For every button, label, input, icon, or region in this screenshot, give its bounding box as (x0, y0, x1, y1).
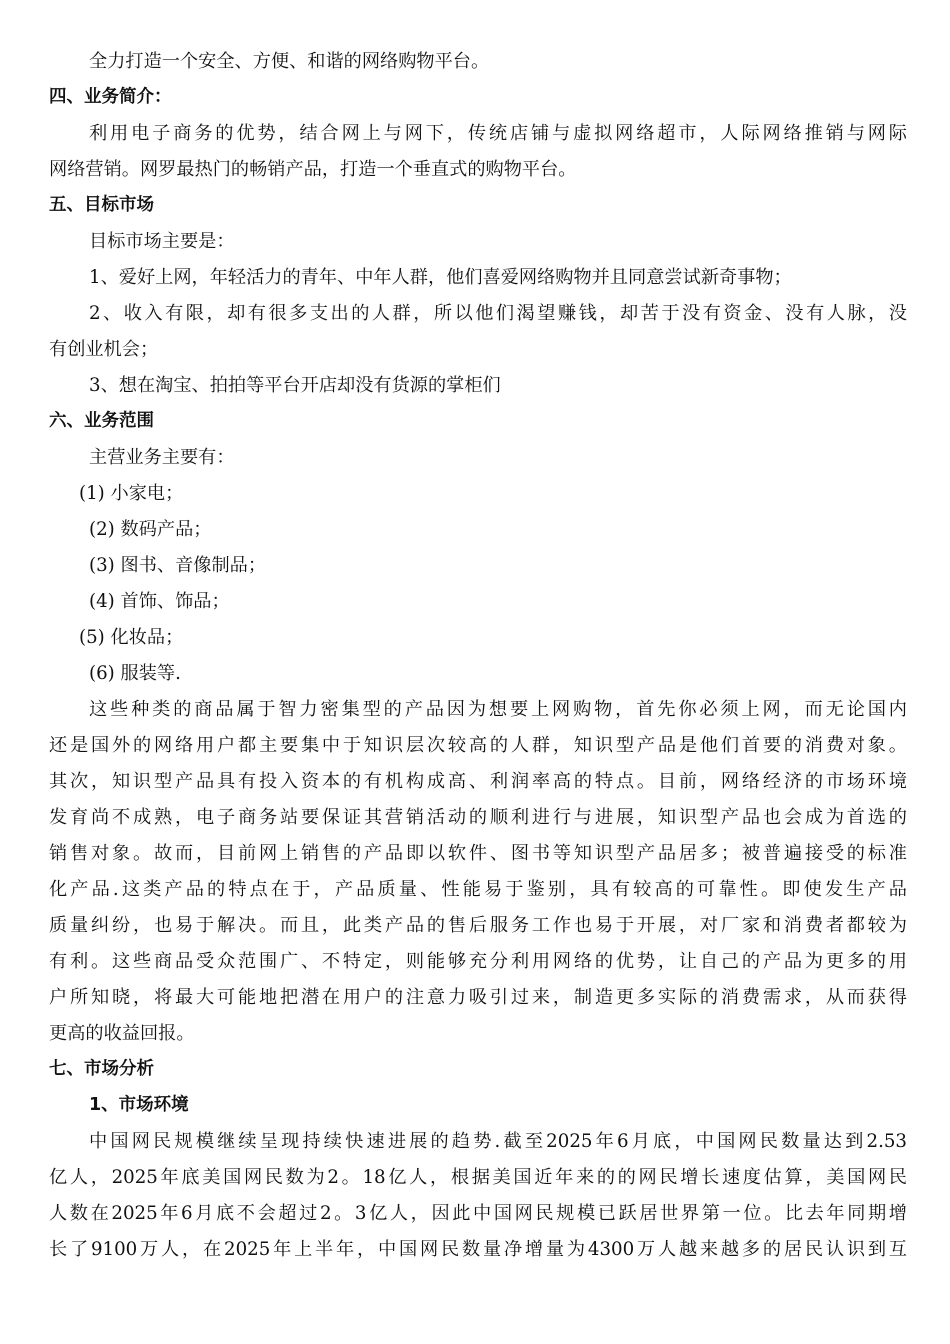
list-item: (5) 化妆品； (79, 627, 184, 648)
list-item: 1、爱好上网，年轻活力的青年、中年人群，他们喜爱网络购物并且同意尝试新奇事物； (89, 267, 792, 288)
list-item: (1) 小家电； (79, 483, 184, 504)
paragraph-line: 全力打造一个安全、方便、和谐的网络购物平台。 (89, 51, 490, 72)
paragraph-line: 有利。这些商品受众范围广、不特定，则能够充分利用网络的优势，让自己的产品为更多的用 (49, 951, 907, 972)
paragraph-line: 户所知晓，将最大可能地把潜在用户的注意力吸引过来，制造更多实际的消费需求，从而获得 (49, 987, 907, 1008)
list-item: (6) 服装等. (89, 663, 181, 684)
list-item: 3、想在淘宝、拍拍等平台开店却没有货源的掌柜们 (89, 375, 501, 396)
list-item: (3) 图书、音像制品； (89, 555, 267, 576)
paragraph-line: 人数在2025年6月底不会超过2。3亿人，因此中国网民规模已跃居世界第一位。比去年同期增 (49, 1203, 907, 1224)
list-item: 2、收入有限，却有很多支出的人群，所以他们渴望赚钱，却苦于没有资金、没有人脉，没 (89, 303, 907, 324)
list-item-continuation: 有创业机会； (49, 339, 159, 360)
paragraph-line: 主营业务主要有： (89, 447, 235, 468)
paragraph-line: 销售对象。故而，目前网上销售的产品即以软件、图书等知识型产品居多；被普遍接受的标准 (49, 843, 907, 864)
paragraph-line: 中国网民规模继续呈现持续快速进展的趋势.截至2025年6月底，中国网民数量达到2.53 (89, 1131, 907, 1152)
section-heading-business-intro: 四、业务简介： (49, 87, 172, 107)
paragraph-line: 化产品.这类产品的特点在于，产品质量、性能易于鉴别，具有较高的可靠性。即使发生产品 (49, 879, 907, 900)
section-heading-target-market: 五、目标市场 (49, 195, 154, 215)
paragraph-line: 网络营销。网罗最热门的畅销产品，打造一个垂直式的购物平台。 (49, 159, 577, 180)
list-item: (4) 首饰、饰品； (89, 591, 230, 612)
section-heading-business-scope: 六、业务范围 (49, 411, 154, 431)
paragraph-line: 利用电子商务的优势，结合网上与网下，传统店铺与虚拟网络超市，人际网络推销与网际 (89, 123, 907, 144)
paragraph-line: 发育尚不成熟，电子商务站要保证其营销活动的顺利进行与进展，知识型产品也会成为首选的 (49, 807, 907, 828)
paragraph-line: 这些种类的商品属于智力密集型的产品因为想要上网购物，首先你必须上网，而无论国内 (89, 699, 907, 720)
paragraph-line: 质量纠纷，也易于解决。而且，此类产品的售后服务工作也易于开展，对厂家和消费者都较为 (49, 915, 907, 936)
paragraph-line: 其次，知识型产品具有投入资本的有机构成高、利润率高的特点。目前，网络经济的市场环境 (49, 771, 907, 792)
paragraph-line: 还是国外的网络用户都主要集中于知识层次较高的人群，知识型产品是他们首要的消费对象。 (49, 735, 907, 756)
paragraph-line: 更高的收益回报。 (49, 1023, 195, 1044)
paragraph-line: 长了9100万人，在2025年上半年，中国网民数量净增量为4300万人越来越多的居民认识到互 (49, 1239, 907, 1260)
section-heading-market-analysis: 七、市场分析 (49, 1059, 154, 1079)
paragraph-line: 目标市场主要是： (89, 231, 235, 252)
paragraph-line: 亿人，2025年底美国网民数为2。18亿人，根据美国近年来的的网民增长速度估算，美国网民 (49, 1167, 907, 1188)
list-item: (2) 数码产品； (89, 519, 212, 540)
subsection-heading-market-environment: 1、市场环境 (89, 1095, 189, 1115)
